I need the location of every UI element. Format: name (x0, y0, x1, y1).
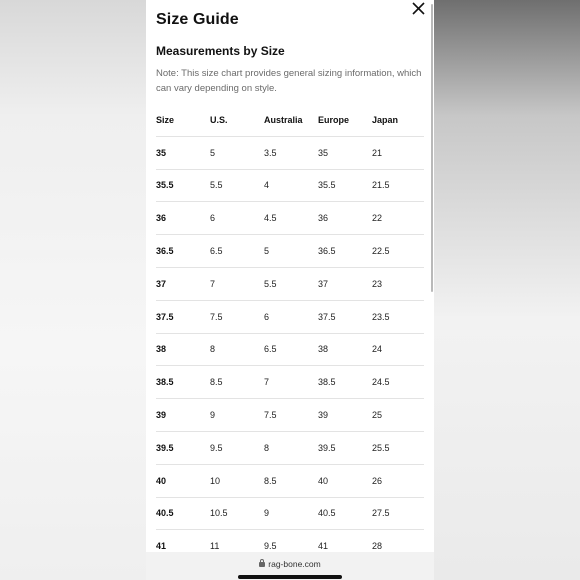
background-left (0, 0, 146, 580)
table-cell: 28 (372, 530, 424, 563)
table-row (156, 267, 424, 300)
table-cell: 21.5 (372, 169, 424, 202)
table-cell: 5.5 (264, 267, 318, 300)
lock-icon (259, 562, 265, 567)
url-bar[interactable] (146, 559, 434, 569)
table-cell: 39 (318, 399, 372, 432)
table-cell: 10 (210, 464, 264, 497)
table-cell: 8 (210, 333, 264, 366)
table-row (156, 300, 424, 333)
table-cell: 9 (210, 399, 264, 432)
table-cell: 9 (264, 497, 318, 530)
table-cell: 4 (264, 169, 318, 202)
table-cell: 24.5 (372, 366, 424, 399)
table-cell: 25 (372, 399, 424, 432)
table-cell: 37 (318, 267, 372, 300)
table-cell: 41 (156, 530, 210, 563)
column-header: Japan (372, 104, 424, 136)
table-cell: 6 (210, 202, 264, 235)
table-cell: 36 (318, 202, 372, 235)
table-cell: 35.5 (318, 169, 372, 202)
url-text: rag-bone.com (268, 559, 321, 569)
table-row (156, 497, 424, 530)
background-right (434, 0, 580, 580)
table-cell: 36.5 (156, 235, 210, 268)
table-cell: 36.5 (318, 235, 372, 268)
table-cell: 11 (210, 530, 264, 563)
table-cell: 25.5 (372, 431, 424, 464)
table-cell: 40 (318, 464, 372, 497)
table-row (156, 136, 424, 169)
table-cell: 6.5 (264, 333, 318, 366)
table-cell: 10.5 (210, 497, 264, 530)
table-cell: 36 (156, 202, 210, 235)
size-table (156, 104, 424, 563)
table-cell: 35 (156, 136, 210, 169)
table-cell: 21 (372, 136, 424, 169)
column-header: Australia (264, 104, 318, 136)
table-cell: 41 (318, 530, 372, 563)
table-cell: 37.5 (318, 300, 372, 333)
table-cell: 40 (156, 464, 210, 497)
table-cell: 4.5 (264, 202, 318, 235)
table-row (156, 464, 424, 497)
table-cell: 23 (372, 267, 424, 300)
table-cell: 7.5 (264, 399, 318, 432)
table-cell: 7.5 (210, 300, 264, 333)
table-cell: 40.5 (318, 497, 372, 530)
table-cell: 27.5 (372, 497, 424, 530)
table-cell: 35.5 (156, 169, 210, 202)
table-cell: 8.5 (264, 464, 318, 497)
table-cell: 9.5 (210, 431, 264, 464)
table-cell: 38.5 (156, 366, 210, 399)
table-cell: 26 (372, 464, 424, 497)
column-header: Europe (318, 104, 372, 136)
table-cell: 37.5 (156, 300, 210, 333)
table-cell: 9.5 (264, 530, 318, 563)
sizing-note: Note: This size chart provides general sizing information, which can vary depending on style. (156, 68, 422, 94)
table-row (156, 333, 424, 366)
table-cell: 38.5 (318, 366, 372, 399)
table-row (156, 169, 424, 202)
table-cell: 8.5 (210, 366, 264, 399)
home-indicator[interactable] (238, 575, 342, 579)
table-cell: 24 (372, 333, 424, 366)
table-cell: 7 (210, 267, 264, 300)
table-cell: 5 (264, 235, 318, 268)
table-row (156, 235, 424, 268)
table-cell: 22 (372, 202, 424, 235)
table-cell: 5 (210, 136, 264, 169)
table-cell: 3.5 (264, 136, 318, 169)
table-cell: 6.5 (210, 235, 264, 268)
table-header-row (156, 104, 424, 136)
close-icon[interactable] (410, 0, 428, 18)
table-row (156, 366, 424, 399)
table-cell: 8 (264, 431, 318, 464)
size-guide-modal (146, 0, 434, 580)
column-header: Size (156, 104, 210, 136)
table-cell: 5.5 (210, 169, 264, 202)
table-cell: 35 (318, 136, 372, 169)
column-header: U.S. (210, 104, 264, 136)
table-cell: 38 (156, 333, 210, 366)
table-row (156, 202, 424, 235)
table-row (156, 431, 424, 464)
table-cell: 39.5 (156, 431, 210, 464)
table-cell: 39 (156, 399, 210, 432)
table-cell: 23.5 (372, 300, 424, 333)
table-cell: 22.5 (372, 235, 424, 268)
scrollbar[interactable] (431, 4, 433, 292)
table-cell: 37 (156, 267, 210, 300)
table-cell: 40.5 (156, 497, 210, 530)
table-cell: 38 (318, 333, 372, 366)
page-title: Size Guide (156, 11, 239, 28)
table-row (156, 399, 424, 432)
table-cell: 39.5 (318, 431, 372, 464)
table-cell: 7 (264, 366, 318, 399)
table-cell: 6 (264, 300, 318, 333)
section-subtitle: Measurements by Size (156, 44, 285, 58)
